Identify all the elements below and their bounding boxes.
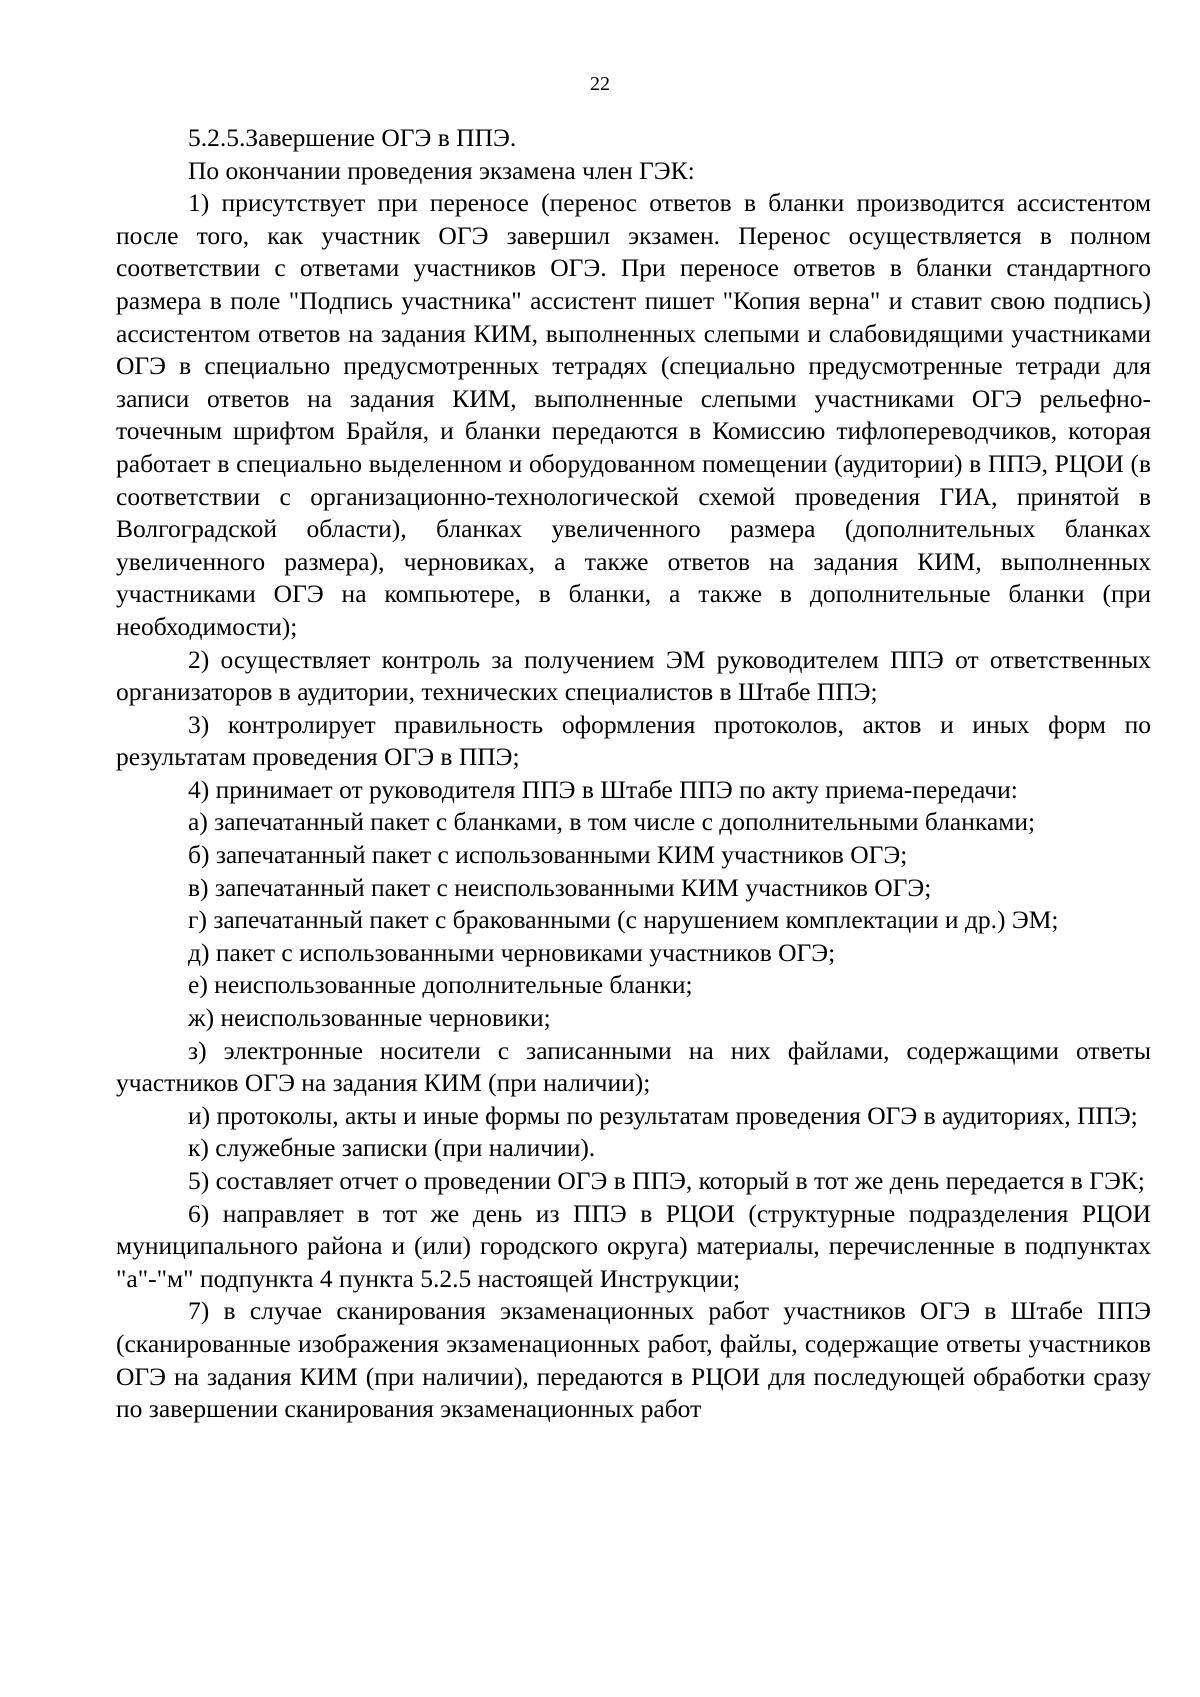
section-heading: 5.2.5.Завершение ОГЭ в ППЭ.: [188, 123, 517, 152]
item-1-paragraph: 1) присутствует при переносе (перенос ответов в бланки производится ассистентом после того, как участник ОГЭ завершил экзамен. Перенос осуществляется в полном соответствии с ответами участников ОГЭ. При переносе ответов в бланки стандартного размера в поле "Подпись участника" ассистент пишет "Копия верна" и ставит свою подпись) ассистентом ответов на задания КИМ, выполненных слепыми и слабовидящими участниками ОГЭ в специально предусмотренных тетрадях (специально предусмотренные тетради для записи ответов на задания КИМ, выполненные слепыми участниками ОГЭ рельефно-точечным шрифтом Брайля, и бланки передаются в Комиссию тифлопереводчиков, которая работает в специально выделенном и оборудованном помещении (аудитории) в ППЭ, РЦОИ (в соответствии с организационно-технологической схемой проведения ГИА, принятой в Волгоградской области), бланках увеличенного размера (дополнительных бланках увеличенного размера), черновиках, а также ответов на задания КИМ, выполненных участниками ОГЭ на компьютере, в бланки, а также в дополнительные бланки (при необходимости);: [116, 188, 1151, 641]
item-6-paragraph: 6) направляет в тот же день из ППЭ в РЦОИ (структурные подразделения РЦОИ муниципального района и (или) городского округа) материалы, перечисленные в подпунктах "а"-"м" подпункта 4 пункта 5.2.5 настоящей Инструкции;: [116, 1198, 1151, 1293]
subitem-k-paragraph: к) служебные записки (при наличии).: [188, 1133, 596, 1163]
intro-paragraph: По окончании проведения экзамена член ГЭК:: [188, 155, 695, 185]
item-3-paragraph: 3) контролирует правильность оформления протоколов, актов и иных форм по результатам проведения ОГЭ в ППЭ;: [116, 709, 1151, 772]
item-4-paragraph: 4) принимает от руководителя ППЭ в Штабе ППЭ по акту приема-передачи:: [188, 774, 1018, 804]
subitem-zh-paragraph: ж) неиспользованные черновики;: [188, 1003, 551, 1033]
page-number: 22: [590, 73, 610, 95]
subitem-d-paragraph: д) пакет с использованными черновиками участников ОГЭ;: [188, 937, 836, 967]
item-5-paragraph: 5) составляет отчет о проведении ОГЭ в ППЭ, который в тот же день передается в ГЭК;: [188, 1166, 1145, 1195]
subitem-a-paragraph: а) запечатанный пакет с бланками, в том числе с дополнительными бланками;: [188, 807, 1036, 837]
item-7-paragraph: 7) в случае сканирования экзаменационных работ участников ОГЭ в Штабе ППЭ (сканированные изображения экзаменационных работ, файлы, содержащие ответы участников ОГЭ на задания КИМ (при наличии), передаются в РЦОИ для последующей обработки сразу по завершении сканирования экзаменационных работ: [116, 1296, 1151, 1424]
subitem-b-paragraph: б) запечатанный пакет с использованными КИМ участников ОГЭ;: [188, 840, 908, 870]
subitem-i-paragraph: и) протоколы, акты и иные формы по результатам проведения ОГЭ в аудиториях, ППЭ;: [188, 1100, 1138, 1130]
document-body: [116, 122, 1151, 1426]
subitem-e-paragraph: е) неиспользованные дополнительные бланки;: [188, 970, 693, 1000]
subitem-z-paragraph: з) электронные носители с записанными на них файлами, содержащими ответы участников ОГЭ на задания КИМ (при наличии);: [116, 1035, 1151, 1098]
subitem-g-paragraph: г) запечатанный пакет с бракованными (с нарушением комплектации и др.) ЭМ;: [188, 905, 1059, 935]
item-2-paragraph: 2) осуществляет контроль за получением ЭМ руководителем ППЭ от ответственных организаторов в аудитории, технических специалистов в Штабе ППЭ;: [116, 644, 1151, 707]
subitem-v-paragraph: в) запечатанный пакет с неиспользованными КИМ участников ОГЭ;: [188, 872, 932, 902]
